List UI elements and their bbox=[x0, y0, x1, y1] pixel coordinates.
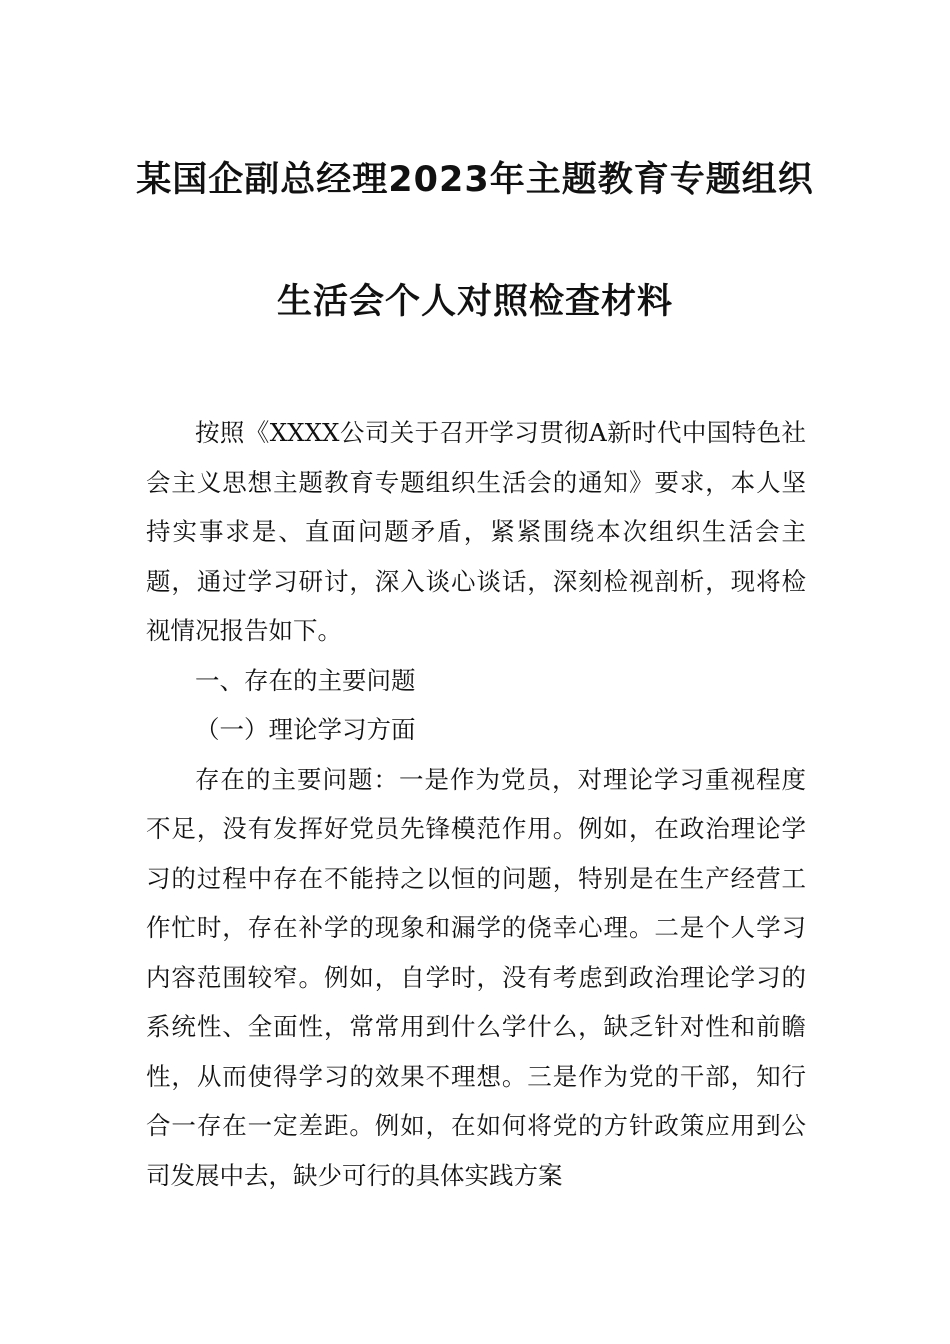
document-body bbox=[146, 408, 806, 1200]
section-heading: 一、存在的主要问题 bbox=[195, 665, 416, 695]
document-title-line-2: 生活会个人对照检查材料 bbox=[276, 282, 673, 322]
intro-paragraph: 按照《XXXX公司关于召开学习贯彻A新时代中国特色社会主义思想主题教育专题组织生活会的通知》要求，本人坚持实事求是、直面问题矛盾，紧紧围绕本次组织生活会主题，通过学习研讨，深入谈心谈话，深刻检视剖析，现将检视情况报告如下。 bbox=[146, 418, 806, 645]
problems-paragraph: 存在的主要问题：一是作为党员，对理论学习重视程度不足，没有发挥好党员先锋模范作用。例如，在政治理论学习的过程中存在不能持之以恒的问题，特别是在生产经营工作忙时，存在补学的现象和漏学的侥幸心理。二是个人学习内容范围较窄。例如，自学时，没有考虑到政治理论学习的系统性、全面性，常常用到什么学什么，缺乏针对性和前瞻性，从而使得学习的效果不理想。三是作为党的干部，知行合一存在一定差距。例如，在如何将党的方针政策应用到公司发展中去，缺少可行的具体实践方案 bbox=[146, 764, 806, 1190]
document-title-line-1: 某国企副总经理2023年主题教育专题组织 bbox=[136, 160, 814, 200]
subsection-heading: （一）理论学习方面 bbox=[195, 715, 416, 744]
